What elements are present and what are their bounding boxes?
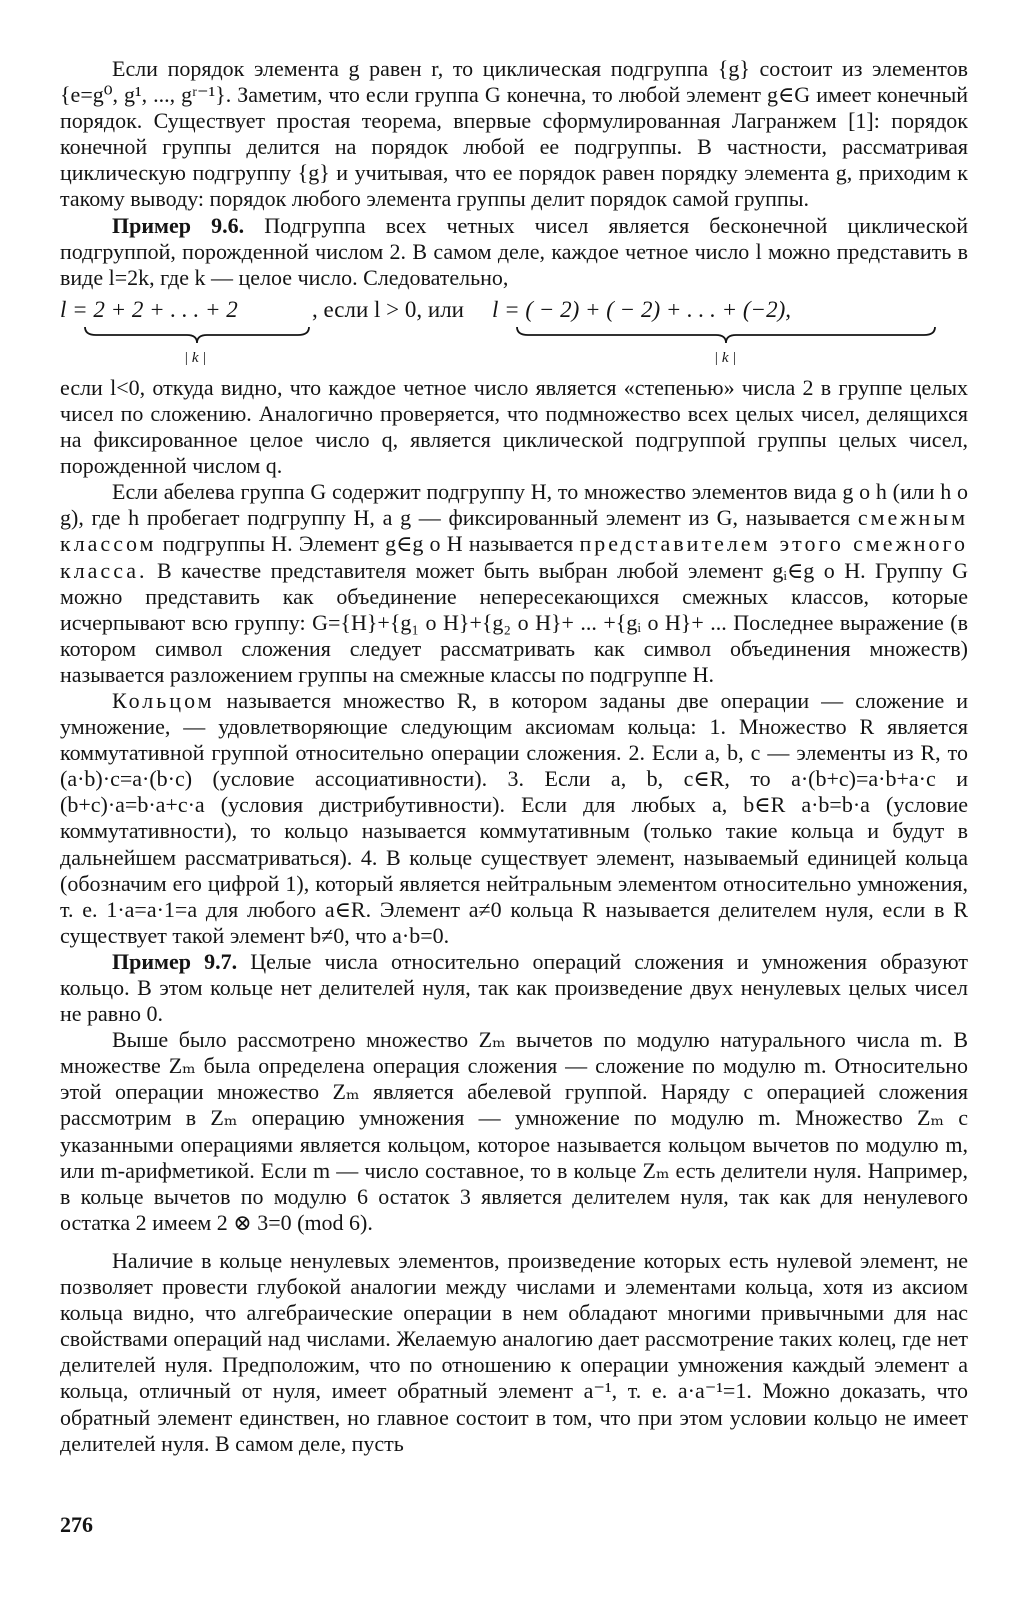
term-coset: смежным классом [60, 505, 969, 557]
paragraph-ring [60, 688, 968, 949]
formula-even-number [60, 295, 968, 371]
paragraph-order: Если порядок элемента g равен r, то циклическая подгруппа {g} состоит из элементов {e=g⁰, g¹, ..., gʳ⁻¹}. Заметим, что если группа G конечна, то любой элемент g∈G имеет конечный порядок. Существует простая теорема, впервые сформулированная Лагранжем [1]: порядок конечной группы делится на порядок любой ее подгруппы. В частности, рассматривая циклическую подгруппу {g} и учитывая, что ее порядок равен порядку элемента g, приходим к такому выводу: порядок любого элемента группы делит порядок самой группы. [60, 56, 968, 212]
brace-label-right: | k | [714, 349, 737, 366]
term-representative: представителем этого смежного класса. [60, 531, 969, 583]
ring-axioms-text: называется множество R, в котором заданы две операции — сложение и умножение, — удовлетворяющие следующим аксиомам кольца: 1. Множество R является коммутативной группой относительно операции сложения. 2. Если a, b, c — элементы из R, то (a·b)·c=a·(b·c) (условие ассоциативности). 3. Если a, b, c∈R, то a·(b+c)=a·b+a·c и (b+c)·a=b·a+c·a (условия дистрибутивности). Если для любых a, b∈R a·b=b·a (условие коммутативности), то кольцо называется коммутативным (только такие кольца и будут в дальнейшем рассматриваться). 4. В кольце существует элемент, называемый единицей кольца (обозначим его цифрой 1), который является нейтральным элементом относительно умножения, т. е. 1·a=a·1=a для любого a∈R. Элемент a≠0 кольца R называется делителем нуля, если в R существует такой элемент b≠0, что a·b=0. [60, 687, 968, 948]
paragraph-residue-ring: Выше было рассмотрено множество Zₘ вычетов по модулю натурального числа m. В множестве Zₘ была определена операция сложения — сложение по модулю m. Относительно этой операции множество Zₘ является абелевой группой. Наряду с операцией сложения рассмотрим в Zₘ операцию умножения — умножение по модулю m. Множество Zₘ с указанными операциями является кольцом, которое называется кольцом вычетов по модулю m, или m-арифметикой. Если m — число составное, то в кольце Zₘ есть делители нуля. Например, в кольце вычетов по модулю 6 остаток 3 является делителем нуля, так как для ненулевого остатка 2 имеем 2 ⊗ 3=0 (mod 6). [60, 1027, 968, 1235]
formula-middle: , если l > 0, или [312, 296, 464, 322]
formula-left: l = 2 + 2 + . . . + 2 [60, 296, 238, 322]
brace-label-left: | k | [184, 349, 207, 366]
term-ring: Кольцом [112, 687, 215, 713]
page-text [60, 56, 968, 1457]
paragraph-example-9-6 [60, 213, 968, 291]
coset-text-b: подгруппы H. Элемент g∈g o H называется [162, 531, 574, 557]
paragraph-example-9-7 [60, 949, 968, 1027]
underbrace-right [516, 325, 936, 345]
formula-right: l = ( − 2) + ( − 2) + . . . + (−2), [492, 296, 791, 322]
underbrace-left [84, 325, 310, 345]
paragraph-inverse: Наличие в кольце ненулевых элементов, произведение которых есть нулевой элемент, не позволяет провести глубокой аналогии между числами и элементами кольца, хотя из аксиом кольца видно, что алгебраические операции в нем обладают многими привычными для нас свойствами операций над числами. Желаемую аналогию дает рассмотрение таких колец, где нет делителей нуля. Предположим, что по отношению к операции умножения каждый элемент a кольца, отличный от нуля, имеет обратный элемент a⁻¹, т. е. a·a⁻¹=1. Можно доказать, что обратный элемент единствен, но главное состоит в том, что при этом условии кольцо не имеет делителей нуля. В самом деле, пусть [60, 1247, 968, 1456]
example-heading: Пример 9.6. [112, 212, 245, 238]
example-heading: Пример 9.7. [112, 948, 238, 974]
page-number: 276 [60, 1512, 93, 1537]
coset-text-a: Если абелева группа G содержит подгруппу H, то множество элементов вида g o h (или h o g), где h пробегает подгруппу H, а g — фиксированный элемент из G, называется [60, 479, 968, 531]
paragraph-even-continued: если l<0, откуда видно, что каждое четное число является «степенью» числа 2 в группе целых чисел по сложению. Аналогично проверяется, что подмножество всех целых чисел, делящихся на фиксированное целое число q, является циклической подгруппой группы целых чисел, порожденной числом q. [60, 374, 968, 479]
coset-text-c: В качестве представителя может быть выбран любой элемент gᵢ∈g o H. Группу G можно представить как объединение непересекающихся смежных классов, которые исчерпывают всю группу: G={H}+{g₁ o H}+{g₂ o H}+ ... +{gᵢ o H}+ ... Последнее выражение (в котором символ сложения следует рассматривать как символ объединения множеств) называется разложением группы на смежные классы по подгруппе H. [60, 557, 968, 687]
example-text: Подгруппа всех четных чисел является бесконечной циклической подгруппой, порожденной числом 2. В самом деле, каждое четное число l можно представить в виде l=2k, где k — целое число. Следовательно, [60, 212, 969, 290]
paragraph-coset [60, 479, 968, 688]
example-text: Целые числа относительно операций сложения и умножения образуют кольцо. В этом кольце нет делителей нуля, так как произведение двух ненулевых целых чисел не равно 0. [60, 948, 968, 1027]
